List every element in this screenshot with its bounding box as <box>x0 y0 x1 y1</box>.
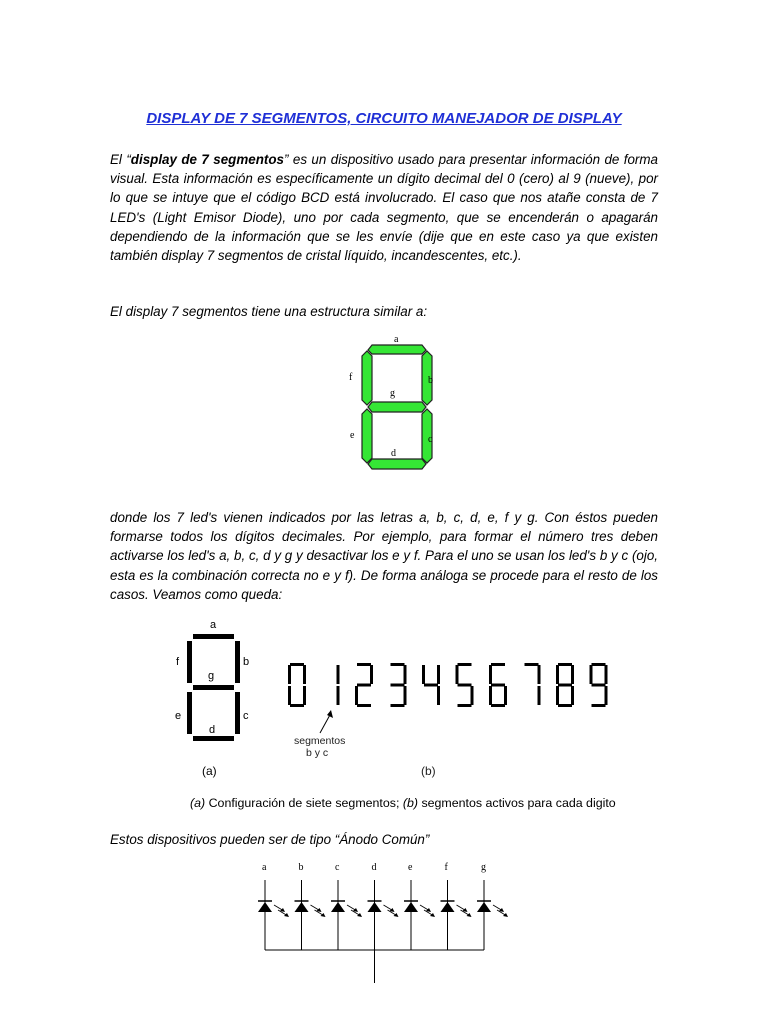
digit-9 <box>590 663 608 707</box>
digit-0-segment-b <box>303 665 306 684</box>
digit-9-segment-c <box>605 686 608 705</box>
digit-5-segment-d <box>458 704 472 707</box>
digit-5-segment-f <box>456 665 459 684</box>
caption-a-text: Configuración de siete segmentos; <box>205 796 403 810</box>
digit-7-segment-c <box>538 686 541 705</box>
digit-4-segment-c <box>437 686 440 705</box>
fig-sublabel-a: (a) <box>202 764 217 778</box>
circuit-label-d: d <box>371 862 377 873</box>
digits-figure <box>280 655 630 780</box>
digit-0-segment-e <box>288 686 291 705</box>
fig-label-d: d <box>209 724 216 736</box>
segment-a <box>368 345 426 354</box>
digit-6-segment-f <box>489 665 492 684</box>
digit-3 <box>391 663 407 707</box>
intro-bold-term: display de 7 segmentos <box>130 152 284 167</box>
digit-glyphs <box>288 663 608 707</box>
caption-b-text: segmentos activos para cada digito <box>418 796 616 810</box>
digit-5-segment-a <box>458 663 472 666</box>
digit-6-segment-g <box>491 684 505 687</box>
diode-b <box>295 902 309 912</box>
fig-segment-d <box>193 736 234 741</box>
digit-5-segment-g <box>458 684 472 687</box>
diode-f <box>441 902 455 912</box>
label-c: c <box>428 434 433 445</box>
digit-2-segment-g <box>357 684 371 687</box>
diode-d <box>368 902 382 912</box>
diode-a <box>258 902 272 912</box>
digit-7 <box>525 663 541 705</box>
intro-paragraph <box>110 150 658 265</box>
digit-3-segment-d <box>391 704 405 707</box>
digit-2-segment-b <box>370 665 373 684</box>
segment-group <box>362 345 432 469</box>
digit-6-segment-e <box>489 686 492 705</box>
digit-8-segment-b <box>571 665 574 684</box>
digit-8-segment-g <box>558 684 572 687</box>
digit-9-segment-a <box>592 663 606 666</box>
digit-0-segment-d <box>290 704 304 707</box>
digit-9-segment-g <box>592 684 606 687</box>
intro-post: ” es un dispositivo usado para presentar información de forma visual. Esta información es específicamente un dígito decimal del 0 (cero) al 9 (nueve), por lo que se intuye que el código BCD está involucrado. El caso que nos atañe consta de 7 LED's (Light Emisor Diode), uno por cada segmento, que se encenderán o apagarán dependiendo de la información que se les envíe (dije que en este caso ya que existen también display 7 segmentos de cristal líquido, incandescentes, etc.). <box>110 152 658 264</box>
digit-8-segment-c <box>571 686 574 705</box>
digit-8-segment-d <box>558 704 572 707</box>
digit-6 <box>489 663 507 707</box>
fig-label-g: g <box>208 670 215 682</box>
label-f: f <box>349 372 353 383</box>
segment-g <box>368 402 426 412</box>
fig-label-f: f <box>176 656 180 668</box>
caption-a-label: (a) <box>190 796 206 810</box>
annotation-line2: b y c <box>306 747 329 759</box>
digit-5-segment-c <box>471 686 474 705</box>
digit-4-segment-b <box>437 665 440 684</box>
digit-6-segment-a <box>491 663 505 666</box>
digit-1-segment-b <box>337 665 340 684</box>
digit-4-segment-f <box>422 665 425 684</box>
digit-0-segment-f <box>288 665 291 684</box>
annotation-arrow <box>320 710 333 733</box>
seven-segment-config-figure <box>170 615 270 785</box>
diode-e <box>404 902 418 912</box>
fig-segment-f <box>187 641 192 683</box>
diode-c <box>331 902 345 912</box>
label-e: e <box>350 430 355 441</box>
digit-6-segment-c <box>504 686 507 705</box>
digit-9-segment-b <box>605 665 608 684</box>
digit-1-segment-c <box>337 686 340 705</box>
digit-2-segment-e <box>355 686 358 705</box>
digit-3-segment-c <box>404 686 407 705</box>
fig-segment-b <box>235 641 240 683</box>
fig-label-a: a <box>210 619 217 631</box>
circuit-label-f: f <box>444 862 448 873</box>
fig-sublabel-b: (b) <box>421 764 436 778</box>
anode-paragraph: Estos dispositivos pueden ser de tipo “Ánodo Común” <box>110 832 430 847</box>
circuit-label-a: a <box>262 862 267 873</box>
digit-3-segment-b <box>404 665 407 684</box>
digit-4-segment-g <box>424 684 438 687</box>
circuit-label-e: e <box>408 862 413 873</box>
fig-label-e: e <box>175 710 182 722</box>
diode-g <box>477 902 491 912</box>
circuit-label-c: c <box>335 862 340 873</box>
structure-paragraph: El display 7 segmentos tiene una estructura similar a: <box>110 304 428 319</box>
common-anode-circuit <box>250 858 510 988</box>
digit-8-segment-e <box>556 686 559 705</box>
digit-0-segment-c <box>303 686 306 705</box>
figure-caption <box>190 796 616 810</box>
segment-d <box>368 459 426 469</box>
fig-segment-e <box>187 692 192 734</box>
digit-3-segment-g <box>391 684 405 687</box>
caption-b-label: (b) <box>402 796 418 810</box>
fig-segment-c <box>235 692 240 734</box>
annotation-line1: segmentos <box>294 735 346 747</box>
digit-6-segment-d <box>491 704 505 707</box>
digit-2-segment-a <box>357 663 371 666</box>
seven-segment-diagram <box>340 332 440 477</box>
digit-0-segment-a <box>290 663 304 666</box>
digit-1 <box>337 665 340 705</box>
label-d: d <box>391 448 396 459</box>
fig-label-b: b <box>243 656 250 668</box>
fig-label-c: c <box>243 710 249 722</box>
digit-7-segment-b <box>538 665 541 684</box>
digit-2 <box>355 663 373 707</box>
digit-8 <box>556 663 574 707</box>
label-b: b <box>428 375 433 386</box>
digit-5 <box>456 663 474 707</box>
digit-9-segment-f <box>590 665 593 684</box>
digits-paragraph: donde los 7 led's vienen indicados por las letras a, b, c, d, e, f y g. Con éstos pueden formarse todos los dígitos decimales. Por ejemplo, para formar el número tres deben activarse los led's a, b, c, d y g y desactivar los e y f. Para el uno se usan los led's b y c (ojo, esta es la combinación correcta no e y f). De forma análoga se procede para el resto de los casos. Veamos como queda: <box>110 510 658 602</box>
digit-3-segment-a <box>391 663 405 666</box>
digit-0 <box>288 663 306 707</box>
label-a: a <box>394 334 399 345</box>
digit-8-segment-a <box>558 663 572 666</box>
digit-8-segment-f <box>556 665 559 684</box>
segment-e <box>362 409 372 463</box>
circuit-label-g: g <box>481 862 486 873</box>
fig-segment-a <box>193 634 234 639</box>
digit-7-segment-a <box>525 663 539 666</box>
fig-segment-g <box>193 685 234 690</box>
digit-2-segment-d <box>357 704 371 707</box>
segment-f <box>362 351 372 405</box>
digit-9-segment-d <box>592 704 606 707</box>
page-title: DISPLAY DE 7 SEGMENTOS, CIRCUITO MANEJADOR DE DISPLAY <box>146 110 622 127</box>
intro-pre: El “ <box>110 152 131 167</box>
circuit-label-b: b <box>298 862 304 873</box>
digit-4 <box>422 665 440 705</box>
label-g: g <box>390 388 395 399</box>
